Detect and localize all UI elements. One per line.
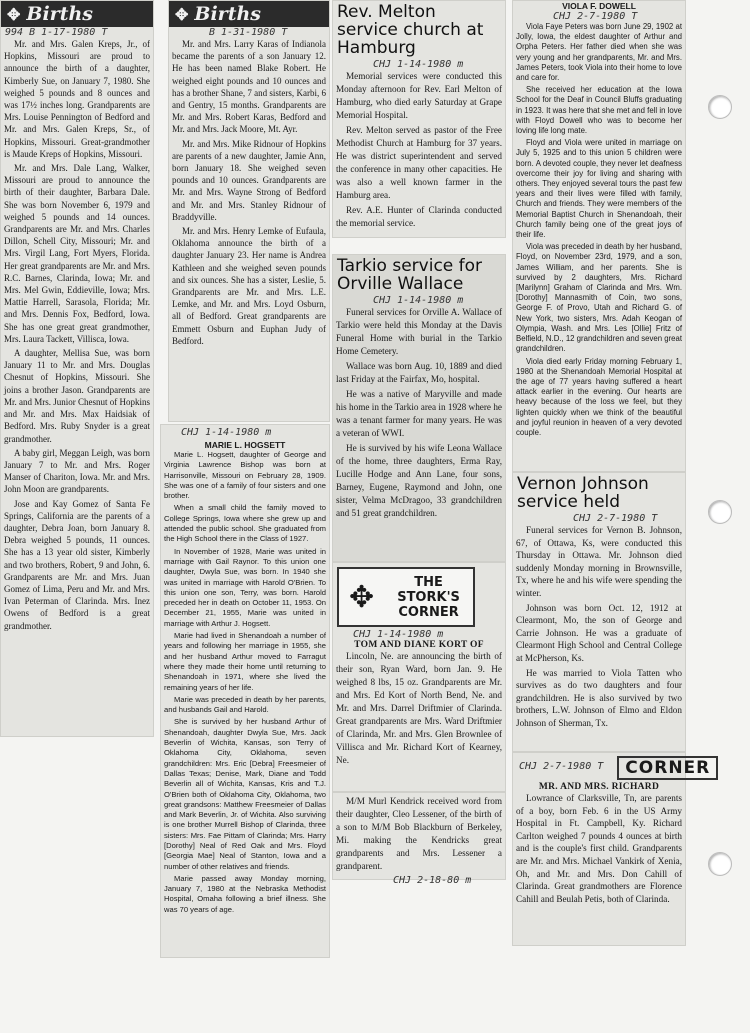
paragraph: He is survived by his wife Leona Wallace of the home, three daughters, Erma Ray, Lucille Hodge and Ann Lane, four sons, Barney, Eugene, Raymond and John, one sister, Velma McDragoo, 33 grandchildren and 51 great grandchildren. bbox=[336, 443, 502, 518]
paragraph: Viola was preceded in death by her husband, Floyd, on November 23rd, 1979, and a son, James William, and her parents. She is survived by 2 daughters, Mrs. Richard [Marilynn] Graham of Clarinda and Mrs. Wm. [Dorothy] Mannasmith of Coin, two sons, George F. of Provo, Utah and Richard G. of New York, two sisters, Mrs. Adah Keogan of Olympia, Wash. and Mrs. Les [Ollie] Fritz of Belfield, N.D., 12 grandchildren and seven great grandchildren. bbox=[516, 242, 682, 354]
corner-title: CORNER bbox=[617, 756, 718, 780]
paragraph: Jose and Kay Gomez of Santa Fe Springs, California are the parents of a daughter, Debra Joan, born January 8. Debra weighed 5 pounds, 11 ounces. She has a 13 year old sister, Kimberly and two brothers, Robert, 9 and John, 6. Grandparents are Mr. and Mrs. Juan Gomez of Lima, Peru and Mr. and Mrs. Ivan Peterman of Clarinda. Mrs. Inez Owens of Bedford is a great grandmother. bbox=[4, 498, 150, 631]
handwritten-date: CHJ 2-7-1980 T bbox=[519, 761, 604, 772]
handwritten-date: CHJ 1-14-1980 m bbox=[373, 295, 464, 306]
paragraph: Mr. and Mrs. Henry Lemke of Eufaula, Oklahoma announce the birth of a daughter January 23. Her name is Andrea Kathleen and she weighed seven pounds and six ounces. She has a sister, Leslie, 5. Grandparents are Mr. and Mrs. L.E. Lemke, and Mr. and Mrs. Loyd Osburn, all of Bedford. Great grandparents are Emmett Osburn and Euphan Judy of Bedford. bbox=[172, 226, 326, 346]
hogsett-clipping bbox=[160, 424, 330, 958]
dowell-clipping bbox=[512, 0, 686, 472]
births-right-text bbox=[169, 38, 329, 347]
wallace-clipping bbox=[332, 254, 506, 562]
paragraph: She received her education at the Iowa School for the Deaf in Council Bluffs graduating in 1923. It was here that she met and fell in love with Floyd Dowell who was to become her loving life long mate. bbox=[516, 85, 682, 136]
paragraph: Mr. and Mrs. Mike Ridnour of Hopkins are parents of a new daughter, Jamie Ann, born January 18. She weighed seven pounds and 10 ounces. Grandparents are Mr. and Mrs. Wayne Strong of Bedford and Mr. and Mrs. Stanley Ridnour of Braddyville. bbox=[172, 138, 326, 222]
paragraph: Viola Faye Peters was born June 29, 1902 at Jolly, Iowa, the eldest daughter of Arthur and Orpha Peters. Her father died when she was very young and her grandparents, Mr. and Mrs. James Peters, took Viola into their home to love and care for. bbox=[516, 22, 682, 83]
johnson-text bbox=[513, 524, 685, 730]
paragraph: M/M Murl Kendrick received word from their daughter, Cleo Lessener, of the birth of a son to M/M Bob Blackburn of Berkeley, Mi. making the Kendricks great grandparents and Mrs. Lessener a grandparent. bbox=[336, 796, 502, 871]
punch-hole bbox=[708, 500, 732, 524]
punch-hole bbox=[708, 95, 732, 119]
paragraph: He was married to Viola Tatten who survives as do two daughters and four grandchildren. He is also survived by two brothers, L.W. Johnson of Elmo and Eldon Johnson of Sherman, Tx. bbox=[516, 667, 682, 728]
paragraph: A daughter, Mellisa Sue, was born January 11 to Mr. and Mrs. Douglas Chesnut of Hopkins, Missouri. She joins a brother Jason. Grandparents are Mr. and Mrs. Junior Chesnut of Hopkins and Mr. and Mrs. Max Haidsiak of Bedford. Mrs. Ruby Snyder is a great grandmother. bbox=[4, 348, 150, 444]
wallace-headline: Tarkio service for Orville Wallace bbox=[337, 256, 483, 294]
births-banner-title: Births bbox=[26, 3, 93, 25]
paragraph: Floyd and Viola were united in marriage on July 5, 1925 and to this union 5 children were born. A devoted couple, they never let deafness overcome their joy for living and sharing with others. They enjoyed several tours the past few years and their lives were filled with family, Church and friends. They were members of the Memorial Baptist Church in Shenandoah, their Church family being one of the great joys of their life. bbox=[516, 138, 682, 240]
handwritten-date: CHJ 2-18-80 m bbox=[393, 875, 472, 886]
paragraph: Mr. and Mrs. Larry Karas of Indianola became the parents of a son January 12. He has been named Blake Robert. He weighed eight pounds and 10 ounces and has a brother Shane, 7 and sisters, Karbi, 6 and Gentry, 15 months. Grandparents are Mr. and Mrs. Robert Karas, Bedford and Mr. and Mrs. Jack Moore, Mt. Ayr. bbox=[172, 39, 326, 135]
melton-headline: Rev. Melton service church at Hamburg bbox=[337, 2, 484, 58]
stork-text bbox=[333, 650, 505, 767]
paragraph: Rev. Melton served as pastor of the Free Methodist Church at Hamburg for 37 years. He was district superintendent and served the conference in many other capacities. He was also a well known farmer in the Hamburg area. bbox=[336, 125, 502, 200]
paragraph: In November of 1928, Marie was united in marriage with Gail Raynor. To this union one daughter, Dwyla Sue, was born. In 1940 she was united in marriage with Harold O'Brien. To this union one son, Terry, was born. Harold preceded her in death on October 11, 1953. On December 21, 1955, Marie was united in marriage with Arthur J. Hogsett. bbox=[164, 546, 326, 628]
stork-icon: ✥ bbox=[7, 4, 21, 24]
melton-text bbox=[333, 70, 505, 230]
announcement-heading: TOM AND DIANE KORT OF bbox=[354, 640, 484, 650]
wallace-text bbox=[333, 306, 505, 520]
handwritten-date: CHJ 1-14-1980 m bbox=[353, 629, 444, 640]
kendrick-clipping bbox=[332, 792, 506, 886]
paragraph: She is survived by her husband Arthur of Shenandoah, daughter Dwyla Sue, Mrs. Jack Beverlin of Wichita, Kansas, son Terry of Oklahoma City, Oklahoma, seven grandchildren: Mrs. Eric [Debra] Freesmeier of Dallas Texas; Denise, Mark, Diane and Todd Beverlin all of Wichita, Kansas, Kris and T.J. O'Brien both of Oklahoma City, Oklahoma, two great grandsons: Matthew Freesmeier of Dallas and Mark Beverlin, Jr. of Wichita. Also surviving is one brother Murrell Bishop of Clarinda, three sisters: Mrs. Fae Pittam of Clarinda; Mrs. Harry [Dorothy] Neal of Red Oak and Mrs. Floyd [Georgia Mae] Neal of Stanton, Iowa and a number of other relatives and friends. bbox=[164, 717, 326, 871]
punch-hole bbox=[708, 852, 732, 876]
paragraph: Lowrance of Clarksville, Tn, are parents of a boy, born Feb. 6 in the US Army Hospital in Ft. Campbell, Ky. Richard Carlton weighed 7 pounds 4 ounces at birth and is the couple's first child. Grandparents are Mr. and Mrs. Michael Vankirk of Xenia, Oh, and Mr. and Mrs. Don Cahill of Clarinda. Great grandmothers are Florence Cahill and Beulah Petis, both of Clarinda. bbox=[516, 793, 682, 904]
storks-corner-clipping bbox=[332, 562, 506, 792]
paragraph: Johnson was born Oct. 12, 1912 at Clearmont, Mo, the son of George and Carrie Johnson. He was a graduate of Clearmont High School and Central College at McPherson, Ks. bbox=[516, 602, 682, 663]
births-clipping-right bbox=[168, 0, 330, 422]
obituary-title: VIOLA F. DOWELL bbox=[562, 1, 636, 11]
kendrick-text bbox=[333, 793, 505, 873]
corner-header bbox=[513, 753, 711, 780]
paragraph: Memorial services were conducted this Monday afternoon for Rev. Earl Melton of Hamburg, who died early Saturday at Grape Memorial Hospital. bbox=[336, 71, 502, 120]
handwritten-date: 994 B 1-17-1980 T bbox=[5, 27, 108, 38]
stork-icon: ✥ bbox=[349, 580, 375, 614]
corner-clipping bbox=[512, 752, 711, 946]
births-clipping-left bbox=[0, 0, 154, 737]
paragraph: Marie was preceded in death by her parents, and husbands Gail and Harold. bbox=[164, 694, 326, 715]
paragraph: Marie had lived in Shenandoah a number of years and following her marriage in 1955, she and her husband Arthur moved to Farragut where they made their home until returning to Shenandoah in 1971, where she lived the remaining years of her life. bbox=[164, 631, 326, 692]
obituary-title: MARIE L. HOGSETT bbox=[204, 440, 286, 450]
paragraph: Funeral services for Orville A. Wallace of Tarkio were held this Monday at the Davis Funeral Home with burial in the Tarkio Home Cemetery. bbox=[336, 307, 502, 356]
paragraph: He was a native of Maryville and made his home in the Tarkio area in 1928 where he was a tenant farmer for many years. He was a veteran of WWI. bbox=[336, 389, 502, 438]
handwritten-date: CHJ 1-14-1980 m bbox=[181, 427, 272, 438]
paragraph: Marie passed away Monday morning, January 7, 1980 at the Nebraska Methodist Hospital, Omaha following a brief illness. She was 70 years of age. bbox=[164, 873, 326, 914]
births-banner bbox=[169, 1, 329, 27]
paragraph: Viola died early Friday morning February 1, 1980 at the Shenandoah Memorial Hospital at the age of 77 years having suffered a heart attack earlier in the evening. Our hearts are heavy because of the loss we feel, but they lighten quickly when we think of the beautiful and joyful reunion in heaven of a very devoted couple. bbox=[516, 356, 682, 437]
handwritten-date: CHJ 2-7-1980 T bbox=[553, 11, 638, 22]
stork-icon: ✥ bbox=[175, 4, 189, 24]
births-left-text bbox=[1, 38, 153, 632]
melton-clipping bbox=[332, 0, 506, 238]
paragraph: Marie L. Hogsett, daughter of George and Virginia Lawrence Bishop was born at Harrisonville, Missouri on February 28, 1909. She was one of a family of four sisters and one brother. bbox=[164, 450, 326, 501]
paragraph: Funeral services for Vernon B. Johnson, 67, of Ottawa, Ks, were conducted this Thursday in Ottawa. Mr. Johnson died suddenly Monday morning in Brownsville, Tx, where he and his wife were spending the winter. bbox=[516, 525, 682, 598]
paragraph: When a small child the family moved to College Springs, Iowa where she grew up and attended the public school. She graduated from the High School there in the Class of 1927. bbox=[164, 503, 326, 544]
corner-text bbox=[513, 792, 685, 905]
storks-corner-header bbox=[337, 567, 475, 627]
paragraph: A baby girl, Meggan Leigh, was born January 7 to Mr. and Mrs. Roger Manser of Chariton, Iowa. Mr. and Mrs. John Moon are grandparents. bbox=[4, 447, 150, 495]
announcement-heading: MR. AND MRS. RICHARD bbox=[538, 782, 660, 792]
paragraph: Mr. and Mrs. Dale Lang, Walker, Missouri are proud to announce the birth of their daughter, Barbara Dale. She was born November 6, 1979 and weighed 5 pounds and 14 ounces. Grandparents are Mr. and Mrs. Charles Dillon, Schell City, Missouri; Mr. and Mrs. Virgil Lang, Fort Myers, Florida. Her great grandparents are Mr. and Mrs. R.C. Barnes, Clarinda, Iowa; Mr. and Mrs. Mel Gwin, Eddieville, Iowa; Mrs. Mattie Harrell, Sarasola, Florida; Mr. and Mrs. Dennis Fox, Bedford, Iowa. She has one great great grandmother, Mrs. Laura Tackett, Villisca, Iowa. bbox=[4, 163, 150, 344]
dowell-text bbox=[513, 22, 685, 438]
paragraph: Lincoln, Ne. are announcing the birth of their son, Ryan Ward, born Jan. 9. He weighed 8 lbs, 15 oz. Grandparents are Mr. and Mrs. Ed Kort of North Bend, Ne. and Mr. and Mrs. Darrel Driftmier of Clarinda. Great grandparents are Mrs. Ward Driftmier of Clarinda, Mr. and Mrs. Glen Brownlee of Villisca and Mr. Richard Kort of Kearney, Ne. bbox=[336, 651, 502, 765]
paragraph: Wallace was born Aug. 10, 1889 and died last Friday at the Fairfax, Mo, hospital. bbox=[336, 361, 502, 384]
births-banner bbox=[1, 1, 153, 27]
storks-corner-title: THE STORK'S CORNER bbox=[397, 574, 460, 620]
handwritten-date: CHJ 1-14-1980 m bbox=[373, 59, 464, 70]
paragraph: Mr. and Mrs. Galen Kreps, Jr., of Hopkins, Missouri are proud to announce the birth of a daughter, Kimberly Sue, on January 7, 1980. She weighed 5 pounds and 8 ounces and was 17½ inches long. Grandparents are Mrs. Louise Pennington of Bedford and Mr. and Mrs. Galen Kreps, Sr., of Hopkins, Missouri. Great-grandmother is Maude Kreps of Hopkins, Missouri. bbox=[4, 39, 150, 159]
handwritten-date: B 1-31-1980 T bbox=[209, 27, 288, 38]
hogsett-text bbox=[161, 450, 329, 915]
paragraph: Rev. A.E. Hunter of Clarinda conducted the memorial service. bbox=[336, 205, 502, 228]
johnson-headline: Vernon Johnson service held bbox=[517, 474, 649, 512]
johnson-clipping bbox=[512, 472, 686, 752]
births-banner-title: Births bbox=[194, 3, 261, 25]
handwritten-date: CHJ 2-7-1980 T bbox=[573, 513, 658, 524]
